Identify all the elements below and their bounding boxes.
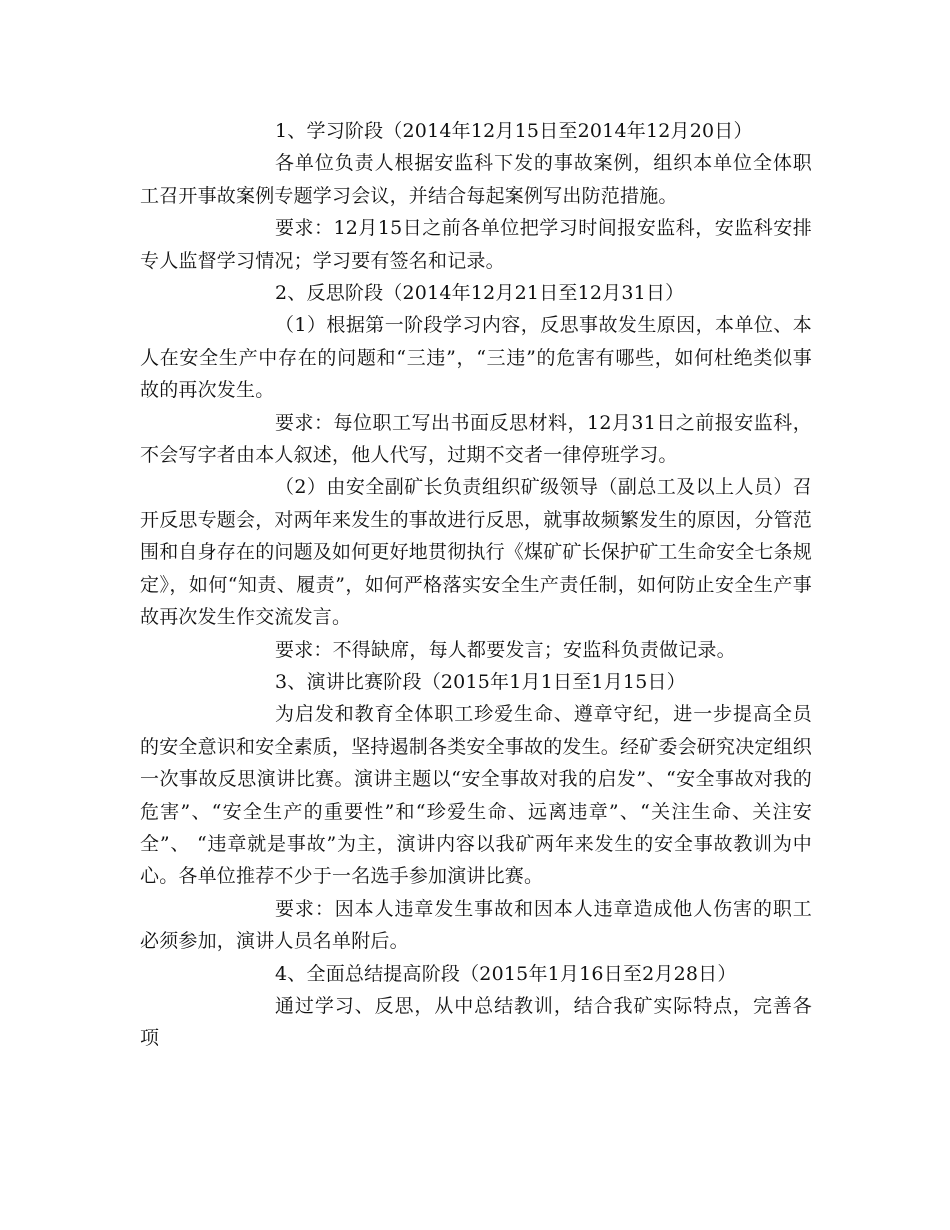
paragraph-reflection-requirement-1: 要求：每位职工写出书面反思材料，12月31日之前报安监科，不会写字者由本人叙述，他人代写，过期不交者一律停班学习。 — [140, 411, 812, 467]
paragraph-summary-content: 通过学习、反思，从中总结教训，结合我矿实际特点，完善各项 — [140, 994, 812, 1050]
heading-summary-stage: 4、全面总结提高阶段（2015年1月16日至2月28日） — [275, 962, 737, 985]
paragraph-reflection-item-1: （1）根据第一阶段学习内容，反思事故发生原因，本单位、本人在安全生产中存在的问题和“三违”，“三违”的危害有哪些，如何杜绝类似事故的再次发生。 — [140, 314, 812, 402]
paragraph-study-content: 各单位负责人根据安监科下发的事故案例，组织本单位全体职工召开事故案例专题学习会议，并结合每起案例写出防范措施。 — [140, 152, 812, 207]
heading-reflection-stage: 2、反思阶段（2014年12月21日至12月31日） — [275, 282, 685, 305]
paragraph-reflection-item-2: （2）由安全副矿长负责组织矿级领导（副总工及以上人员）召开反思专题会，对两年来发生的事故进行反思，就事故频繁发生的原因，分管范围和自身存在的问题及如何更好地贯彻执行《煤矿矿长保护矿工生命安全七条规定》，如何“知责、履责”，如何严格落实安全生产责任制，如何防止安全生产事故再次发生作交流发言。 — [140, 476, 813, 629]
paragraph-reflection-requirement-2: 要求：不得缺席，每人都要发言；安监科负责做记录。 — [275, 638, 736, 661]
paragraph-study-requirement: 要求：12月15日之前各单位把学习时间报安监科，安监科安排专人监督学习情况；学习要有签名和记录。 — [140, 217, 812, 272]
heading-speech-stage: 3、演讲比赛阶段（2015年1月1日至1月15日） — [275, 670, 686, 693]
heading-study-stage: 1、学习阶段（2014年12月15日至2014年12月20日） — [275, 120, 753, 142]
document-page — [140, 115, 812, 1055]
paragraph-speech-requirement: 要求：因本人违章发生事故和因本人违章造成他人伤害的职工必须参加，演讲人员名单附后。 — [140, 897, 812, 953]
paragraph-speech-content: 为启发和教育全体职工珍爱生命、遵章守纪，进一步提高全员的安全意识和安全素质，坚持遏制各类安全事故的发生。经矿委会研究决定组织一次事故反思演讲比赛。演讲主题以“安全事故对我的启发”、“安全事故对我的危害”、“安全生产的重要性”和“珍爱生命、远离违章”、“关注生命、关注安全”、 “违章就是事故”为主，演讲内容以我矿两年来发生的安全事故教训为中心。各单位推荐不少于一名选手参加演讲比赛。 — [140, 703, 813, 888]
